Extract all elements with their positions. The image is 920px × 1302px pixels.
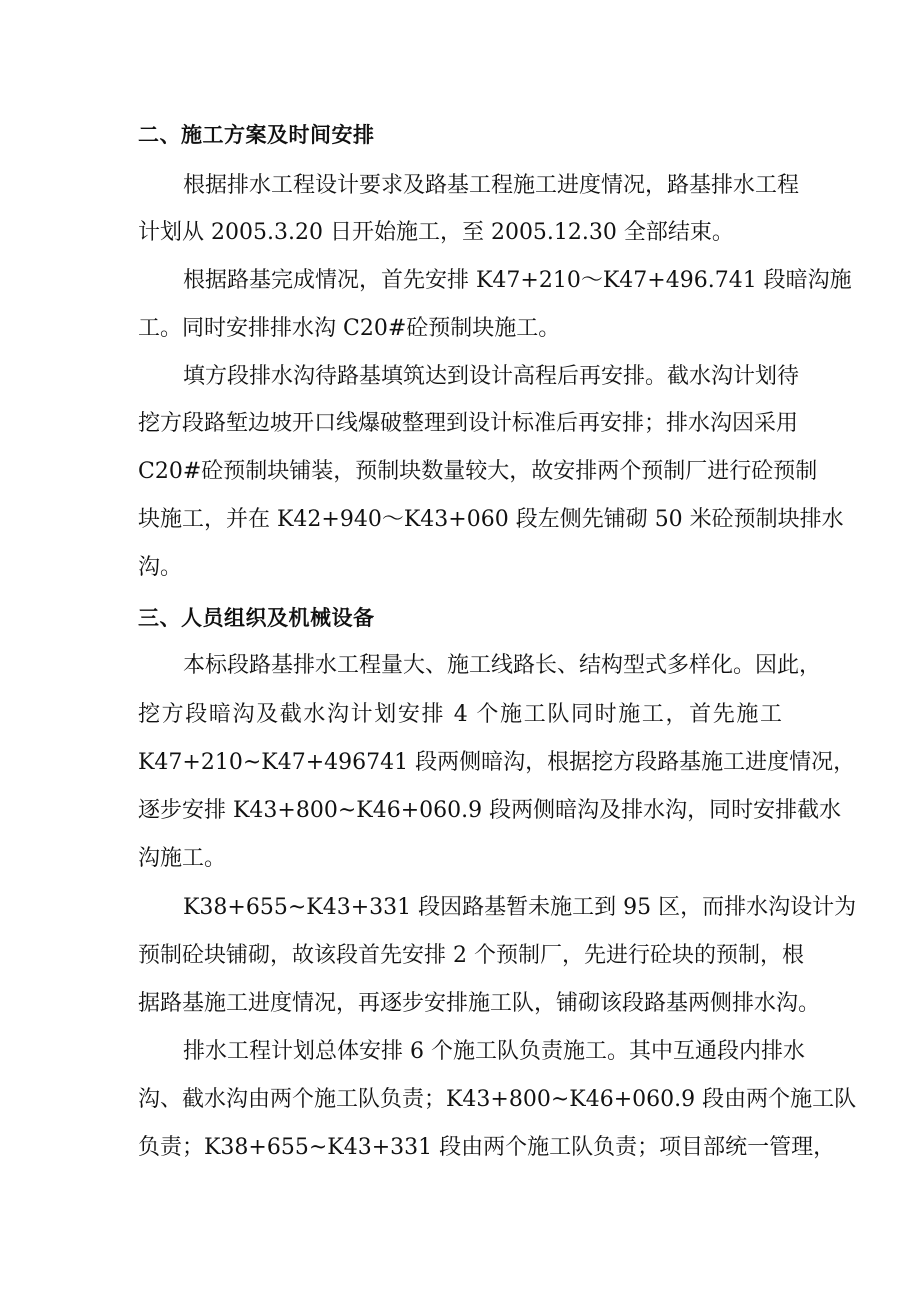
- paragraph-line: 排水工程计划总体安排 6 个施工队负责施工。其中互通段内排水: [183, 1039, 805, 1064]
- paragraph-line: 沟施工。: [138, 846, 227, 871]
- paragraph-line: 预制砼块铺砌，故该段首先安排 2 个预制厂，先进行砼块的预制，根: [138, 943, 804, 968]
- paragraph-line: K38+655~K43+331 段因路基暂未施工到 95 区，而排水沟设计为: [183, 895, 857, 920]
- paragraph-line: K47+210~K47+496741 段两侧暗沟，根据挖方段路基施工进度情况，: [138, 750, 856, 775]
- paragraph-line: 挖方段暗沟及截水沟计划安排 4 个施工队同时施工，首先施工: [138, 702, 782, 727]
- paragraph-line: 据路基施工进度情况，再逐步安排施工队，铺砌该段路基两侧排水沟。: [138, 991, 821, 1016]
- paragraph-line: 填方段排水沟待路基填筑达到设计高程后再安排。截水沟计划待: [183, 364, 800, 389]
- paragraph-line: C20#砼预制块铺装，预制块数量较大，故安排两个预制厂进行砼预制: [138, 459, 818, 484]
- paragraph-line: 计划从 2005.3.20 日开始施工，至 2005.12.30 全部结束。: [138, 220, 734, 245]
- paragraph-line: 根据路基完成情况，首先安排 K47+210～K47+496.741 段暗沟施: [183, 268, 852, 293]
- paragraph-line: 沟。: [138, 555, 183, 580]
- paragraph-line: 负责；K38+655~K43+331 段由两个施工队负责；项目部统一管理，: [138, 1135, 836, 1160]
- paragraph-line: 沟、截水沟由两个施工队负责；K43+800~K46+060.9 段由两个施工队: [138, 1087, 857, 1112]
- paragraph-line: 块施工，并在 K42+940～K43+060 段左侧先铺砌 50 米砼预制块排水: [138, 507, 844, 532]
- paragraph-line: 本标段路基排水工程量大、施工线路长、结构型式多样化。因此，: [183, 653, 822, 678]
- paragraph-line: 挖方段路堑边坡开口线爆破整理到设计标准后再安排；排水沟因采用: [138, 411, 799, 436]
- paragraph-line: 逐步安排 K43+800~K46+060.9 段两侧暗沟及排水沟，同时安排截水: [138, 798, 842, 823]
- section-heading-2: 二、施工方案及时间安排: [138, 123, 375, 147]
- paragraph-line: 工。同时安排排水沟 C20#砼预制块施工。: [138, 316, 561, 341]
- paragraph-line: 根据排水工程设计要求及路基工程施工进度情况，路基排水工程: [183, 173, 800, 198]
- section-heading-3: 三、人员组织及机械设备: [138, 606, 375, 630]
